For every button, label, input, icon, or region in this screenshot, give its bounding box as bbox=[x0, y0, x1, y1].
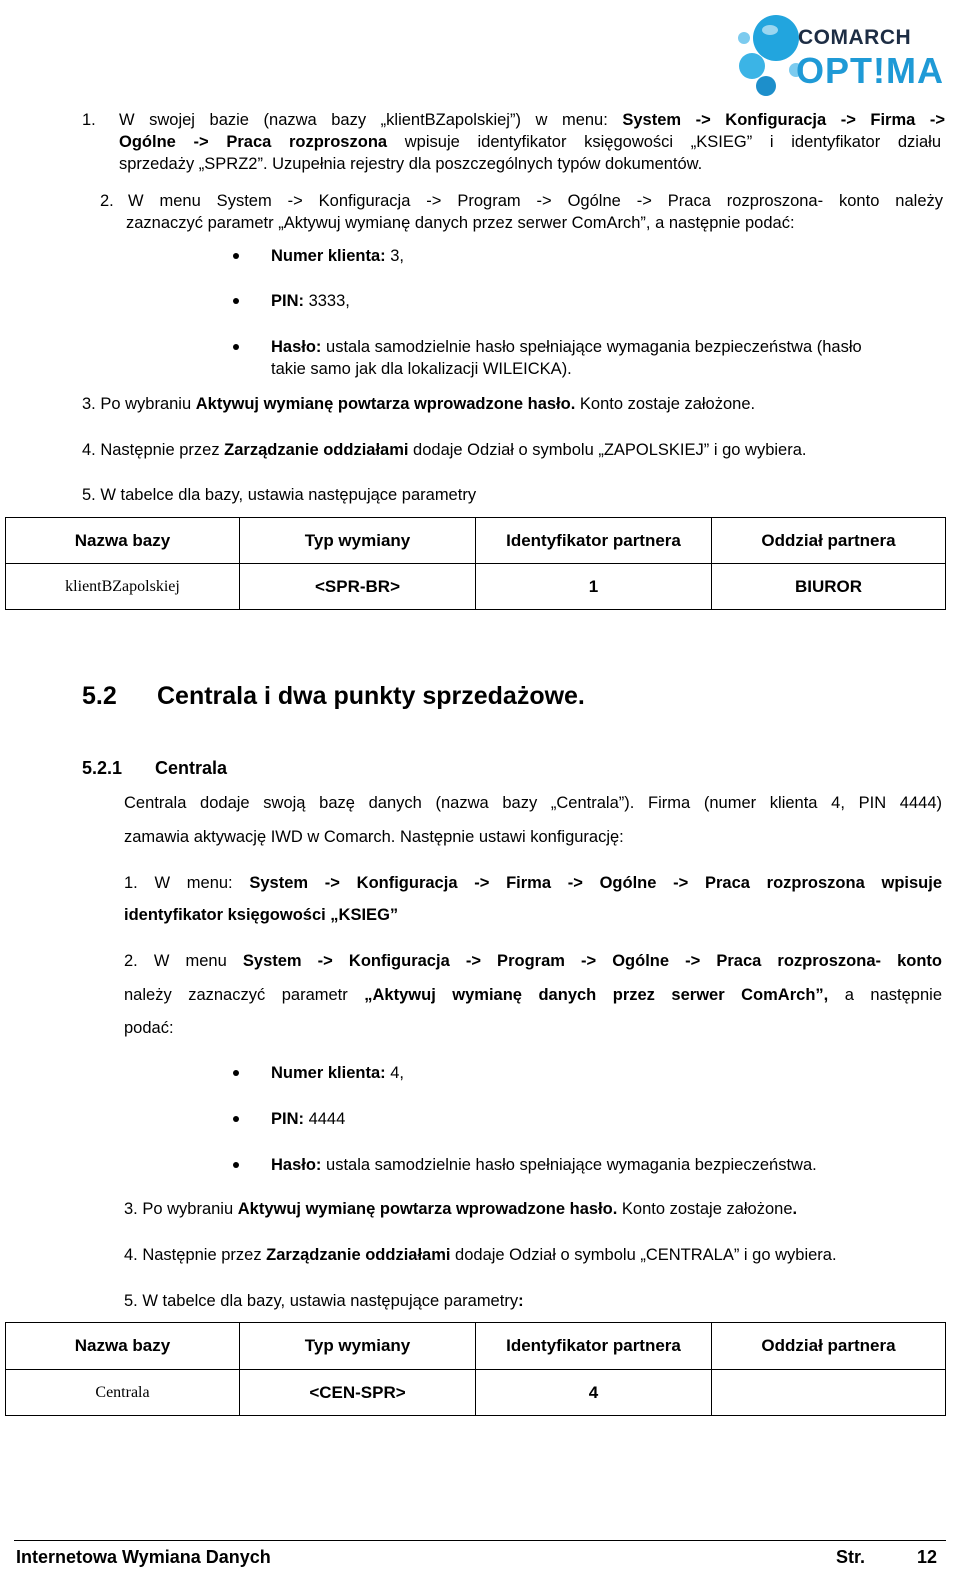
bullet-value: 3, bbox=[385, 247, 404, 265]
table-cell bbox=[712, 1370, 946, 1416]
bullet-value: ustala samodzielnie hasło spełniające wymagania bezpieczeństwa (hasło bbox=[321, 338, 862, 356]
table-parameters-centrala bbox=[5, 1322, 946, 1416]
bold-text: Zarządzanie oddziałami bbox=[224, 441, 409, 459]
text: Konto zostaje założone. bbox=[575, 395, 756, 413]
intro-bullet-password-cont: takie samo jak dla lokalizacji WILEICKA). bbox=[271, 360, 572, 378]
bold-text: Aktywuj wymianę powtarza wprowadzone hasło. bbox=[195, 395, 576, 413]
central-item3 bbox=[124, 1198, 797, 1220]
text: 4. Następnie przez bbox=[82, 441, 225, 459]
bold-text: : bbox=[518, 1292, 524, 1310]
table-header-cell: Oddział partnera bbox=[712, 1323, 946, 1370]
intro-item2-number: 2. bbox=[100, 192, 114, 210]
bullet-value: 4444 bbox=[304, 1110, 346, 1128]
bold-text: Aktywuj wymianę powtarza wprowadzone hasło. bbox=[237, 1200, 618, 1218]
bold-text: System -> Konfiguracja -> Program -> Ogólne -> Praca rozproszona- konto bbox=[242, 952, 942, 970]
footer-page-label: Str. bbox=[836, 1547, 866, 1567]
intro-item1-line3: sprzedaży „SPRZ2”. Uzupełnia rejestry dla poszczególnych typów dokumentów. bbox=[119, 155, 703, 173]
intro-bullet-client-number bbox=[271, 245, 404, 267]
table-parameters-zapolskiej bbox=[5, 517, 946, 610]
intro-item3 bbox=[82, 393, 755, 415]
text: 4. Następnie przez bbox=[124, 1246, 267, 1264]
bold-text: Zarządzanie oddziałami bbox=[266, 1246, 451, 1264]
text: dodaje Odział o symbolu „CENTRALA” i go wybiera. bbox=[450, 1246, 837, 1264]
table-header-cell: Typ wymiany bbox=[240, 518, 476, 564]
bold-text: identyfikator księgowości „KSIEG” bbox=[124, 906, 399, 924]
table-cell: <SPR-BR> bbox=[240, 564, 476, 610]
subsection-title: Centrala bbox=[155, 758, 228, 778]
bullet-value: ustala samodzielnie hasło spełniające wymagania bezpieczeństwa. bbox=[321, 1156, 817, 1174]
intro-bullet-password bbox=[271, 336, 862, 358]
bullet-value: 4, bbox=[385, 1064, 404, 1082]
bullet-dot bbox=[233, 1116, 239, 1122]
central-paragraph-line2: zamawia aktywację IWD w Comarch. Następnie ustawi konfigurację: bbox=[124, 828, 624, 846]
bold-text: System -> Konfiguracja -> Firma -> Ogólne -> Praca rozproszona wpisuje bbox=[249, 874, 943, 892]
table-header-cell: Nazwa bazy bbox=[6, 1323, 240, 1370]
central-bullet-client-number bbox=[271, 1062, 404, 1084]
central-bullet-password bbox=[271, 1154, 817, 1176]
table-row bbox=[6, 564, 946, 610]
bullet-label: Hasło: bbox=[271, 338, 322, 356]
text: dodaje Odział o symbolu „ZAPOLSKIEJ” i go wybiera. bbox=[408, 441, 807, 459]
footer-page-number: 12 bbox=[917, 1547, 938, 1567]
bullet-dot bbox=[233, 253, 239, 259]
logo-brand-bottom: OPT!MA bbox=[796, 50, 944, 91]
table-cell: 1 bbox=[476, 564, 712, 610]
intro-item2-line2: zaznaczyć parametr „Aktywuj wymianę danych przez serwer ComArch”, a następnie podać: bbox=[126, 214, 795, 232]
bullet-value: 3333, bbox=[304, 292, 350, 310]
intro-item4 bbox=[82, 439, 806, 461]
footer-rule bbox=[14, 1540, 946, 1541]
intro-item1-line1 bbox=[119, 109, 945, 131]
central-item2-line3: podać: bbox=[124, 1019, 174, 1037]
table-header-cell: Oddział partnera bbox=[712, 518, 946, 564]
intro-item5: 5. W tabelce dla bazy, ustawia następujące parametry bbox=[82, 486, 477, 504]
intro-item1-menu-path-cont: Ogólne -> Praca rozproszona bbox=[119, 133, 388, 151]
central-item1-line1 bbox=[124, 872, 942, 894]
intro-bullet-pin bbox=[271, 290, 350, 312]
table-header-cell: Nazwa bazy bbox=[6, 518, 240, 564]
table-row bbox=[6, 1370, 946, 1416]
footer-title: Internetowa Wymiana Danych bbox=[16, 1547, 271, 1567]
bold-text: „Aktywuj wymianę danych przez serwer ComArch”, bbox=[364, 986, 829, 1004]
bullet-dot bbox=[233, 1070, 239, 1076]
table-header-row bbox=[6, 1323, 946, 1370]
text: Konto zostaje założone bbox=[617, 1200, 793, 1218]
intro-item1-line2 bbox=[119, 131, 941, 153]
bullet-label: Numer klienta: bbox=[271, 247, 386, 265]
table-header-cell: Typ wymiany bbox=[240, 1323, 476, 1370]
bullet-label: PIN: bbox=[271, 1110, 304, 1128]
central-item5 bbox=[124, 1290, 524, 1312]
bullet-dot bbox=[233, 344, 239, 350]
text: należy zaznaczyć parametr bbox=[124, 986, 365, 1004]
bullet-dot bbox=[233, 1162, 239, 1168]
central-item2-line2 bbox=[124, 984, 942, 1006]
text: 3. Po wybraniu bbox=[124, 1200, 238, 1218]
table-cell: BIUROR bbox=[712, 564, 946, 610]
subsection-number: 5.2.1 bbox=[82, 758, 123, 778]
central-bullet-pin bbox=[271, 1108, 345, 1130]
logo-brand-top: COMARCH bbox=[798, 26, 912, 49]
section-title: Centrala i dwa punkty sprzedażowe. bbox=[157, 682, 585, 710]
comarch-optima-logo bbox=[736, 8, 946, 98]
bullet-dot bbox=[233, 298, 239, 304]
bullet-label: Numer klienta: bbox=[271, 1064, 386, 1082]
intro-item1-text-a: W swojej bazie (nazwa bazy „klientBZapolskiej”) w menu: bbox=[119, 111, 623, 129]
table-cell: <CEN-SPR> bbox=[240, 1370, 476, 1416]
central-item4 bbox=[124, 1244, 837, 1266]
table-cell: klientBZapolskiej bbox=[6, 564, 240, 610]
section-number: 5.2 bbox=[82, 682, 117, 710]
text: 2. W menu bbox=[124, 952, 243, 970]
text: 5. W tabelce dla bazy, ustawia następujące parametry bbox=[124, 1292, 519, 1310]
central-paragraph-line1: Centrala dodaje swoją bazę danych (nazwa bazy „Centrala”). Firma (numer klienta 4, PIN 4444) bbox=[124, 794, 942, 812]
intro-item1-text-b: wpisuje identyfikator księgowości „KSIEG” i identyfikator działu bbox=[387, 133, 941, 151]
table-header-row bbox=[6, 518, 946, 564]
intro-item2-line1: W menu System -> Konfiguracja -> Program -> Ogólne -> Praca rozproszona- konto należy bbox=[128, 192, 943, 210]
text: 1. W menu: bbox=[124, 874, 250, 892]
table-header-cell: Identyfikator partnera bbox=[476, 518, 712, 564]
bullet-label: PIN: bbox=[271, 292, 304, 310]
table-cell: 4 bbox=[476, 1370, 712, 1416]
bullet-label: Hasło: bbox=[271, 1156, 322, 1174]
text: 3. Po wybraniu bbox=[82, 395, 196, 413]
bold-text: . bbox=[792, 1200, 798, 1218]
intro-item1-menu-path: System -> Konfiguracja -> Firma -> bbox=[622, 111, 945, 129]
table-cell: Centrala bbox=[6, 1370, 240, 1416]
central-item2-line1 bbox=[124, 950, 942, 972]
intro-item1-number: 1. bbox=[82, 111, 96, 129]
table-header-cell: Identyfikator partnera bbox=[476, 1323, 712, 1370]
text: a następnie bbox=[828, 986, 942, 1004]
central-item1-line2 bbox=[124, 904, 398, 926]
